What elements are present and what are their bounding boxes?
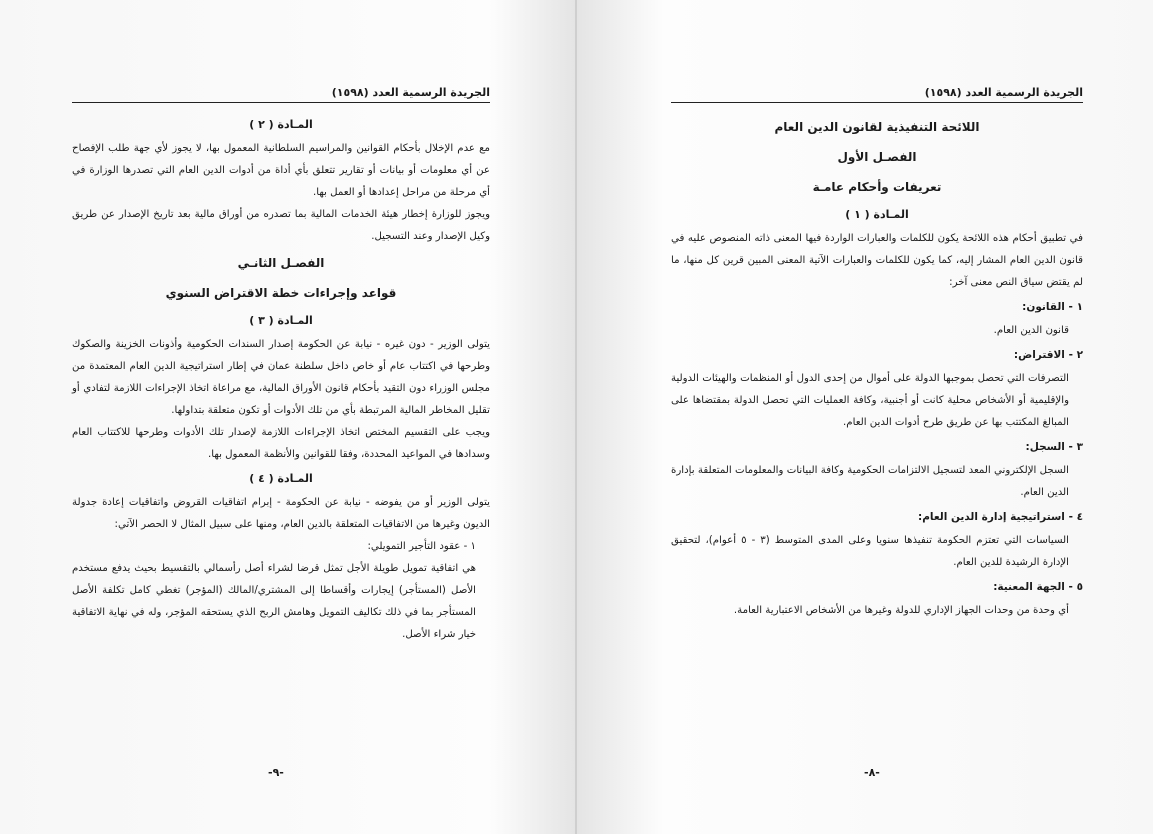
paragraph: في تطبيق أحكام هذه اللائحة يكون للكلمات والعبارات الواردة فيها المعنى ذاته المنصوص عليه في قانون الدين العام المشار إليه، كما يكون للكلمات والعبارات الآتية المعنى المبين قرين كل منها، ما لم يقتض سياق النص معنى آخر: bbox=[671, 233, 1083, 288]
definition-term: ١ - القانون: bbox=[1022, 301, 1083, 313]
chapter-heading: الفصـل الأول bbox=[837, 150, 917, 164]
page-number: -٩- bbox=[268, 766, 284, 779]
definition-term: ٥ - الجهة المعنية: bbox=[993, 581, 1083, 593]
paragraph: ويجب على التقسيم المختص اتخاذ الإجراءات اللازمة لإصدار تلك الأدوات وطرحها للاكتتاب العام وسدادها في المواعيد المحددة، وفقا للقوانين والأنظمة المعمول بها. bbox=[72, 427, 490, 460]
article-heading: المـادة ( ٤ ) bbox=[249, 472, 313, 485]
list-item-heading: ١ - عقود التأجير التمويلي: bbox=[367, 541, 476, 552]
page-header: الجريدة الرسمية العدد (١٥٩٨) bbox=[72, 86, 490, 103]
definition-term: ٣ - السجل: bbox=[1025, 441, 1083, 453]
paragraph: ويجوز للوزارة إخطار هيئة الخدمات المالية بما تصدره من أوراق مالية بعد تاريخ الإصدار عن طريق وكيل الإصدار وعند التسجيل. bbox=[72, 209, 490, 242]
page-number: -٨- bbox=[864, 766, 880, 779]
article-heading: المـادة ( ٢ ) bbox=[249, 118, 313, 131]
chapter-subtitle: قواعد وإجراءات خطة الاقتراض السنوي bbox=[165, 286, 397, 300]
page-left bbox=[0, 0, 576, 834]
article-heading: المـادة ( ١ ) bbox=[845, 208, 909, 221]
page-header: الجريدة الرسمية العدد (١٥٩٨) bbox=[671, 86, 1083, 103]
definition-text: التصرفات التي تحصل بموجبها الدولة على أموال من إحدى الدول أو المنظمات والهيئات الدولية والإقليمية أو الأشخاص محلية كانت أو أجنبية، وكافة العمليات التي تحصل الدولة بمقتضاها على المبالغ المكتتب بها عن طريق طرح أدوات الدين العام. bbox=[671, 373, 1069, 428]
page-content bbox=[72, 112, 490, 646]
definition-text: السجل الإلكتروني المعد لتسجيل الالتزامات الحكومية وكافة البيانات والمعلومات المتعلقة بإدارة الدين العام. bbox=[671, 465, 1069, 498]
definition-text: أي وحدة من وحدات الجهاز الإداري للدولة وغيرها من الأشخاص الاعتبارية العامة. bbox=[733, 605, 1069, 616]
definition-text: السياسات التي تعتزم الحكومة تنفيذها سنويا وعلى المدى المتوسط (٣ - ٥ أعوام)، لتحقيق الإدارة الرشيدة للدين العام. bbox=[671, 535, 1069, 568]
list-item-text: هي اتفاقية تمويل طويلة الأجل تمثل قرضا لشراء أصل رأسمالي بالتقسيط بحيث يدفع مستخدم الأصل (المستأجر) إيجارات وأقساطا إلى المشتري/المالك (المؤجر) تغطي كامل تكلفة الأصل المستأجر بما في ذلك تكاليف التمويل وهامش الربح الذي يستحقه المؤجر، وله في نهاية الاتفاقية خيار شراء الأصل. bbox=[72, 563, 476, 640]
document-title: اللائحة التنفيذية لقانون الدين العام bbox=[774, 120, 980, 134]
definition-term: ٤ - استراتيجية إدارة الدين العام: bbox=[918, 511, 1083, 523]
paragraph: يتولى الوزير أو من يفوضه - نيابة عن الحكومة - إبرام اتفاقيات القروض واتفاقيات إعادة جدولة الديون وغيرها من الاتفاقيات المتعلقة بالدين العام، ومنها على سبيل المثال لا الحصر الآتي: bbox=[72, 497, 490, 530]
definition-text: قانون الدين العام. bbox=[993, 325, 1069, 336]
paragraph: مع عدم الإخلال بأحكام القوانين والمراسيم السلطانية المعمول بها، لا يجوز لأي جهة طلب الإفصاح عن أي معلومات أو بيانات أو تقارير تتعلق بأي أداة من أدوات الدين العام التي تصدرها الوزارة في أي مرحلة من مراحل إعدادها أو العمل بها. bbox=[72, 143, 490, 198]
page-content bbox=[671, 112, 1083, 622]
chapter-subtitle: تعريفات وأحكام عامـة bbox=[812, 180, 942, 194]
article-heading: المـادة ( ٣ ) bbox=[249, 314, 313, 327]
definition-term: ٢ - الاقتراض: bbox=[1013, 349, 1083, 361]
page-right bbox=[577, 0, 1153, 834]
paragraph: يتولى الوزير - دون غيره - نيابة عن الحكومة إصدار السندات الحكومية وأذونات الخزينة والصكوك وطرحها في اكتتاب عام أو خاص داخل سلطنة عمان في إطار استراتيجية الدين العام المعتمدة من مجلس الوزراء دون التقيد بأحكام قانون الأوراق المالية، مع مراعاة اتخاذ الإجراءات اللازمة لتفادي أو تقليل المخاطر المالية المرتبطة بأي من تلك الأدوات أو تكون متعلقة بتداولها. bbox=[72, 339, 490, 416]
chapter-heading: الفصـل الثانـي bbox=[237, 256, 325, 270]
